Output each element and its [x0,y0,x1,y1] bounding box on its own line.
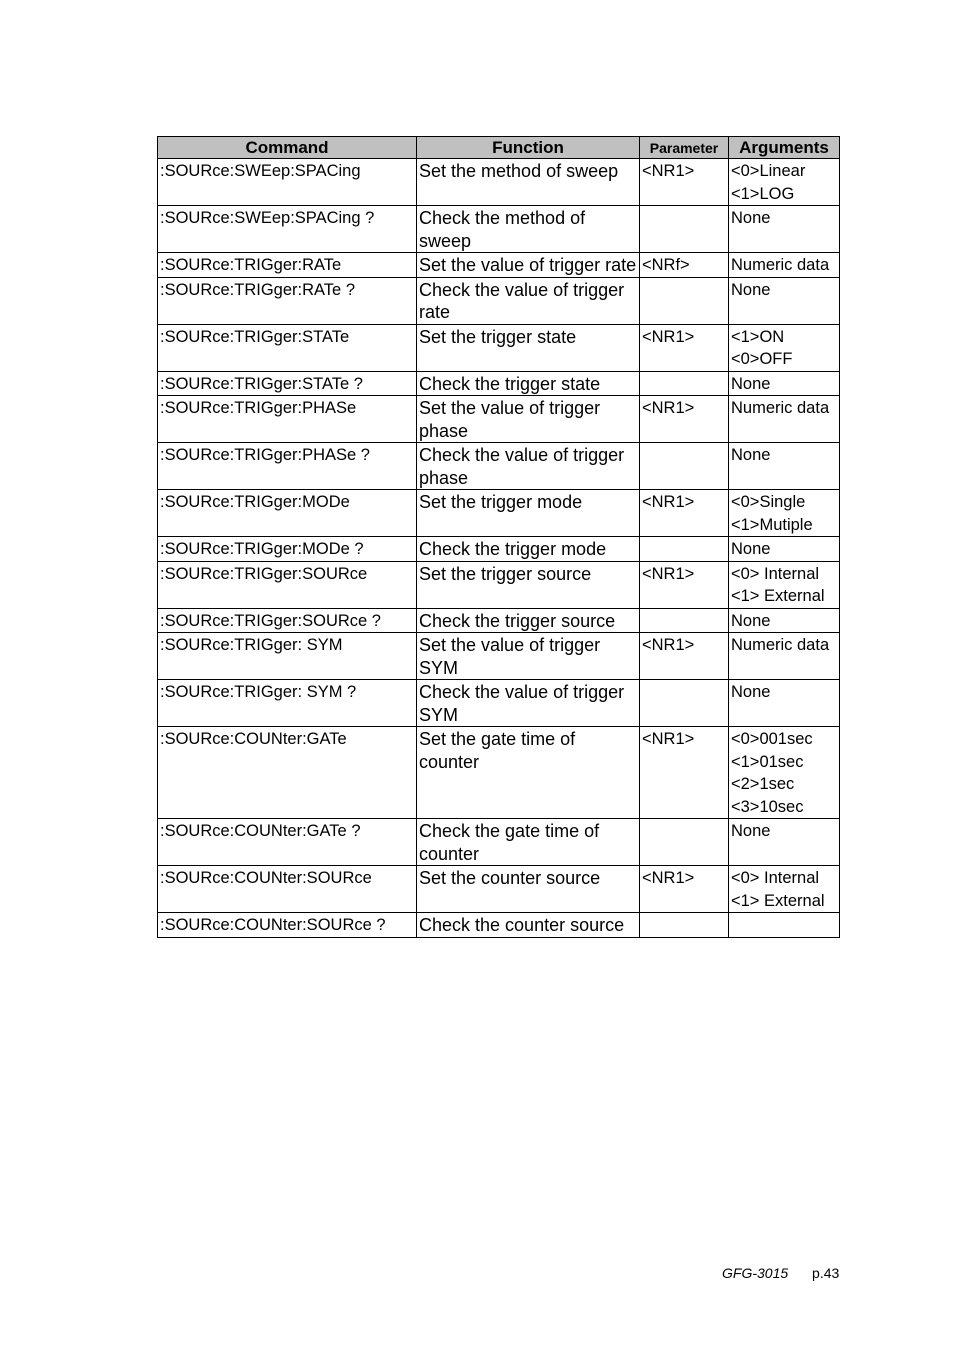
table-header [158,137,840,159]
arguments-cell [729,680,840,727]
command-cell: :SOURce:COUNter:GATe ? [158,819,417,866]
argument-value: <1> External [731,587,825,605]
argument-value: None [731,374,771,393]
argument-value: Numeric data [731,256,830,274]
table-row [158,396,840,443]
argument-value: <2>1sec [731,775,795,793]
table-row [158,913,840,938]
argument-value: None [731,446,771,464]
function-cell: Check the trigger state [417,371,640,396]
argument-value: <1>LOG [731,184,795,203]
table-row [158,159,840,206]
parameter-cell: <NR1> [640,490,729,537]
arguments-cell [729,277,840,324]
argument-value: <0>Linear [731,162,806,180]
arguments-cell [729,443,840,490]
table-body [158,159,840,938]
parameter-cell [640,443,729,490]
header-function: Function [417,137,640,159]
command-cell: :SOURce:TRIGger:PHASe ? [158,443,417,490]
function-cell: Check the method of sweep [417,206,640,253]
parameter-cell [640,819,729,866]
arguments-cell [729,819,840,866]
command-cell: :SOURce:TRIGger:STATe [158,324,417,371]
table-row [158,324,840,371]
command-cell: :SOURce:TRIGger:SOURce [158,561,417,608]
function-cell: Check the counter source [417,913,640,938]
parameter-cell [640,371,729,396]
parameter-cell: <NR1> [640,633,729,680]
parameter-cell: <NRf> [640,253,729,278]
parameter-cell [640,537,729,562]
argument-value: <1>ON [731,327,785,346]
parameter-cell: <NR1> [640,324,729,371]
header-arguments: Arguments [729,137,840,159]
arguments-cell [729,490,840,537]
page-footer [722,1265,839,1281]
table-row [158,608,840,633]
function-cell: Set the value of trigger phase [417,396,640,443]
arguments-cell [729,159,840,206]
table-row [158,277,840,324]
header-row [158,137,840,159]
arguments-cell [729,608,840,633]
header-command: Command [158,137,417,159]
arguments-cell [729,396,840,443]
argument-value: Numeric data [731,399,830,417]
table-row [158,727,840,819]
argument-value: <0>Single [731,493,806,511]
argument-value: <1> External [731,891,825,910]
command-cell: :SOURce:TRIGger: SYM ? [158,680,417,727]
parameter-cell [640,277,729,324]
command-cell: :SOURce:COUNter:SOURce [158,866,417,913]
table-row [158,819,840,866]
argument-value: None [731,209,771,227]
function-cell: Check the value of trigger SYM [417,680,640,727]
function-cell: Check the trigger source [417,608,640,633]
parameter-cell [640,680,729,727]
parameter-cell: <NR1> [640,561,729,608]
arguments-cell [729,371,840,396]
table-row [158,680,840,727]
argument-value: Numeric data [731,636,830,654]
argument-value: None [731,540,771,558]
arguments-cell [729,561,840,608]
function-cell: Set the value of trigger SYM [417,633,640,680]
function-cell: Set the counter source [417,866,640,913]
parameter-cell: <NR1> [640,159,729,206]
table-row [158,537,840,562]
parameter-cell: <NR1> [640,396,729,443]
table-row [158,206,840,253]
argument-value: <0> Internal [731,869,820,887]
argument-value: <1>Mutiple [731,515,813,534]
arguments-cell [729,206,840,253]
arguments-cell [729,537,840,562]
arguments-cell [729,727,840,819]
command-cell: :SOURce:TRIGger:MODe ? [158,537,417,562]
command-cell: :SOURce:TRIGger: SYM [158,633,417,680]
parameter-cell: <NR1> [640,866,729,913]
table-row [158,633,840,680]
argument-value: <0>OFF [731,350,793,368]
command-cell: :SOURce:TRIGger:STATe ? [158,371,417,396]
table-row [158,866,840,913]
parameter-cell [640,608,729,633]
parameter-cell: <NR1> [640,727,729,819]
arguments-cell [729,866,840,913]
function-cell: Check the trigger mode [417,537,640,562]
parameter-cell [640,913,729,938]
function-cell: Set the gate time of counter [417,727,640,819]
command-cell: :SOURce:TRIGger:RATe ? [158,277,417,324]
command-table [157,136,840,938]
command-cell: :SOURce:TRIGger:PHASe [158,396,417,443]
function-cell: Check the value of trigger phase [417,443,640,490]
table-row [158,443,840,490]
argument-value: <0> Internal [731,564,820,583]
argument-value: <3>10sec [731,797,804,816]
parameter-cell [640,206,729,253]
command-cell: :SOURce:SWEep:SPACing ? [158,206,417,253]
table-row [158,371,840,396]
arguments-cell [729,253,840,278]
header-parameter: Parameter [640,137,729,159]
argument-value: None [731,280,771,299]
argument-value: None [731,683,771,701]
arguments-cell [729,913,840,938]
table-row [158,561,840,608]
function-cell: Set the method of sweep [417,159,640,206]
command-cell: :SOURce:TRIGger:MODe [158,490,417,537]
function-cell: Set the value of trigger rate [417,253,640,278]
argument-value: None [731,822,771,840]
footer-model: GFG-3015 [722,1265,789,1281]
arguments-cell [729,633,840,680]
arguments-cell [729,324,840,371]
function-cell: Set the trigger source [417,561,640,608]
argument-value: <0>001sec [731,730,813,748]
function-cell: Check the value of trigger rate [417,277,640,324]
command-cell: :SOURce:COUNter:GATe [158,727,417,819]
command-cell: :SOURce:SWEep:SPACing [158,159,417,206]
command-cell: :SOURce:COUNter:SOURce ? [158,913,417,938]
command-cell: :SOURce:TRIGger:RATe [158,253,417,278]
argument-value: None [731,611,771,630]
command-cell: :SOURce:TRIGger:SOURce ? [158,608,417,633]
table-row [158,490,840,537]
function-cell: Set the trigger mode [417,490,640,537]
table-row [158,253,840,278]
argument-value: <1>01sec [731,752,804,771]
function-cell: Set the trigger state [417,324,640,371]
function-cell: Check the gate time of counter [417,819,640,866]
footer-page-number: p.43 [812,1265,840,1281]
